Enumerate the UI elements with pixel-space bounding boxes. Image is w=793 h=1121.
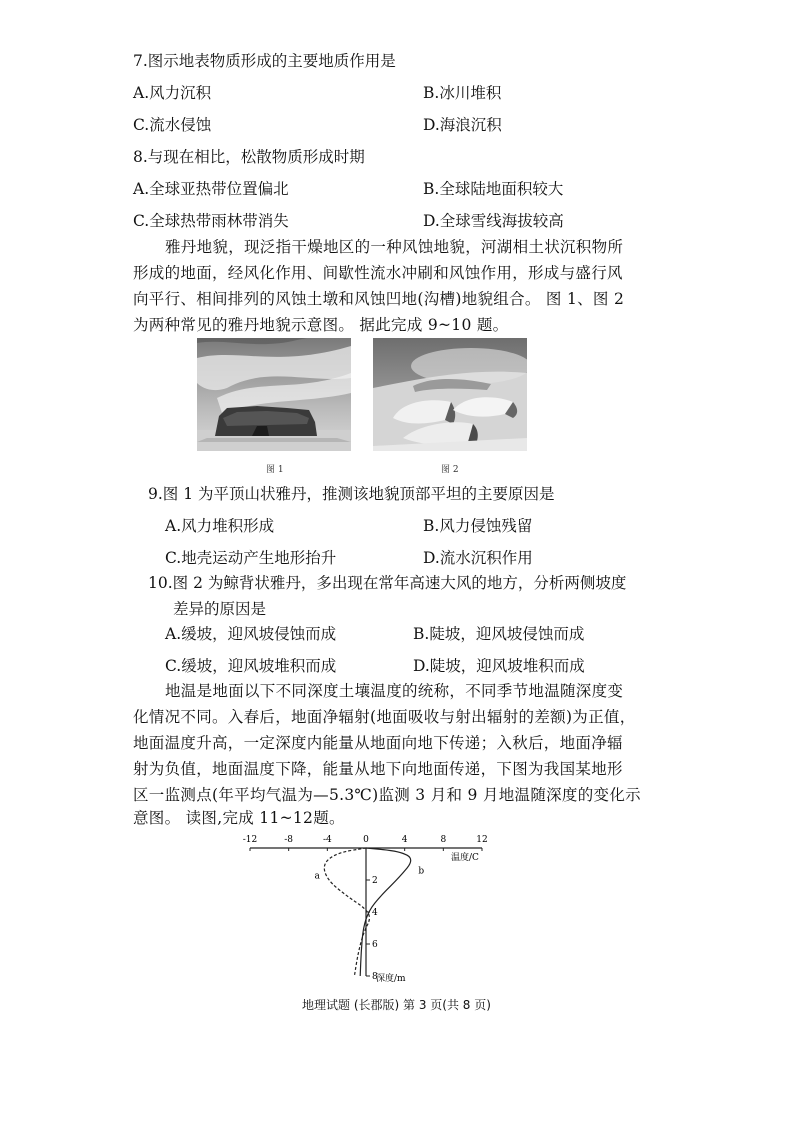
q9-option-d: D.流水沉积作用 xyxy=(423,549,533,567)
passage2-line: 化情况不同。入春后，地面净辐射(地面吸收与射出辐射的差额)为正值， xyxy=(133,708,636,726)
q7-stem: 7.图示地表物质形成的主要地质作用是 xyxy=(133,52,396,70)
q10-option-c: C.缓坡，迎风坡堆积而成 xyxy=(165,657,337,675)
q7-option-d: D.海浪沉积 xyxy=(423,116,502,134)
x-axis-label: 温度/C xyxy=(451,853,479,863)
x-tick-label: -4 xyxy=(322,835,332,845)
q9-option-b: B.风力侵蚀残留 xyxy=(423,517,533,535)
q8-stem: 8.与现在相比，松散物质形成时期 xyxy=(133,148,365,166)
passage2-line: 区一监测点(年平均气温为—5.3℃)监测 3 月和 9 月地温随深度的变化示 xyxy=(133,786,641,804)
q7-option-c: C.流水侵蚀 xyxy=(133,116,212,134)
passage2-line: 意图。 读图,完成 11~12题。 xyxy=(133,809,345,827)
q9-option-a: A.风力堆积形成 xyxy=(165,517,275,535)
passage2-line: 射为负值，地面温度下降，能量从地下向地面传递，下图为我国某地形 xyxy=(133,760,623,778)
passage1-line: 为两种常见的雅丹地貌示意图。 据此完成 9~10 题。 xyxy=(133,316,509,334)
x-tick-label: 8 xyxy=(440,835,447,845)
passage1-line: 形成的地面，经风化作用、间歇性流水冲刷和风蚀作用，形成与盛行风 xyxy=(133,264,623,282)
passage1-line: 雅丹地貌，现泛指干燥地区的一种风蚀地貌，河湖相土状沉积物所 xyxy=(165,238,624,256)
series-label-a: a xyxy=(314,871,320,882)
y-tick-label: 2 xyxy=(372,876,378,886)
y-tick-label: 8 xyxy=(372,972,378,982)
series-line-a xyxy=(324,848,369,976)
passage2-line: 地温是地面以下不同深度土壤温度的统称，不同季节地温随深度变 xyxy=(165,682,624,700)
q9-stem: 9.图 1 为平顶山状雅丹，推测该地貌顶部平坦的主要原因是 xyxy=(148,485,555,503)
q10-stem: 10.图 2 为鲸背状雅丹，多出现在常年高速大风的地方，分析两侧坡度 xyxy=(148,574,627,592)
x-tick-label: -8 xyxy=(284,835,294,845)
q7-option-a: A.风力沉积 xyxy=(133,84,212,102)
series-label-b: b xyxy=(418,866,425,877)
figure-2-photo xyxy=(373,338,527,451)
passage1-line: 向平行、相间排列的风蚀土墩和风蚀凹地(沟槽)地貌组合。 图 1、图 2 xyxy=(133,290,625,308)
q8-option-b: B.全球陆地面积较大 xyxy=(423,180,564,198)
x-tick-label: 12 xyxy=(476,835,488,845)
q10-option-a: A.缓坡，迎风坡侵蚀而成 xyxy=(165,625,337,643)
q8-option-a: A.全球亚热带位置偏北 xyxy=(133,180,289,198)
q10-option-b: B.陡坡，迎风坡侵蚀而成 xyxy=(413,625,585,643)
q9-option-c: C.地壳运动产生地形抬升 xyxy=(165,549,337,567)
q7-option-b: B.冰川堆积 xyxy=(423,84,502,102)
figure-1-caption: 图 1 xyxy=(266,465,284,475)
figure-2-caption: 图 2 xyxy=(441,465,459,475)
soil-temperature-chart xyxy=(240,828,500,988)
figure-1-photo xyxy=(197,338,351,451)
page-footer: 地理试题 (长郡版) 第 3 页(共 8 页) xyxy=(302,998,491,1012)
q8-option-c: C.全球热带雨林带消失 xyxy=(133,212,289,230)
x-tick-label: 4 xyxy=(401,835,408,845)
q10-option-d: D.陡坡，迎风坡堆积而成 xyxy=(413,657,585,675)
y-axis-label: 深度/m xyxy=(376,974,406,984)
passage2-line: 地面温度升高，一定深度内能量从地面向地下传递；入秋后，地面净辐 xyxy=(133,734,623,752)
y-tick-label: 4 xyxy=(372,908,378,918)
q8-option-d: D.全球雪线海拔较高 xyxy=(423,212,564,230)
x-tick-label: -12 xyxy=(242,835,258,845)
y-tick-label: 6 xyxy=(372,940,378,950)
q10-stem-continued: 差异的原因是 xyxy=(173,600,267,618)
x-tick-label: 0 xyxy=(363,835,369,845)
